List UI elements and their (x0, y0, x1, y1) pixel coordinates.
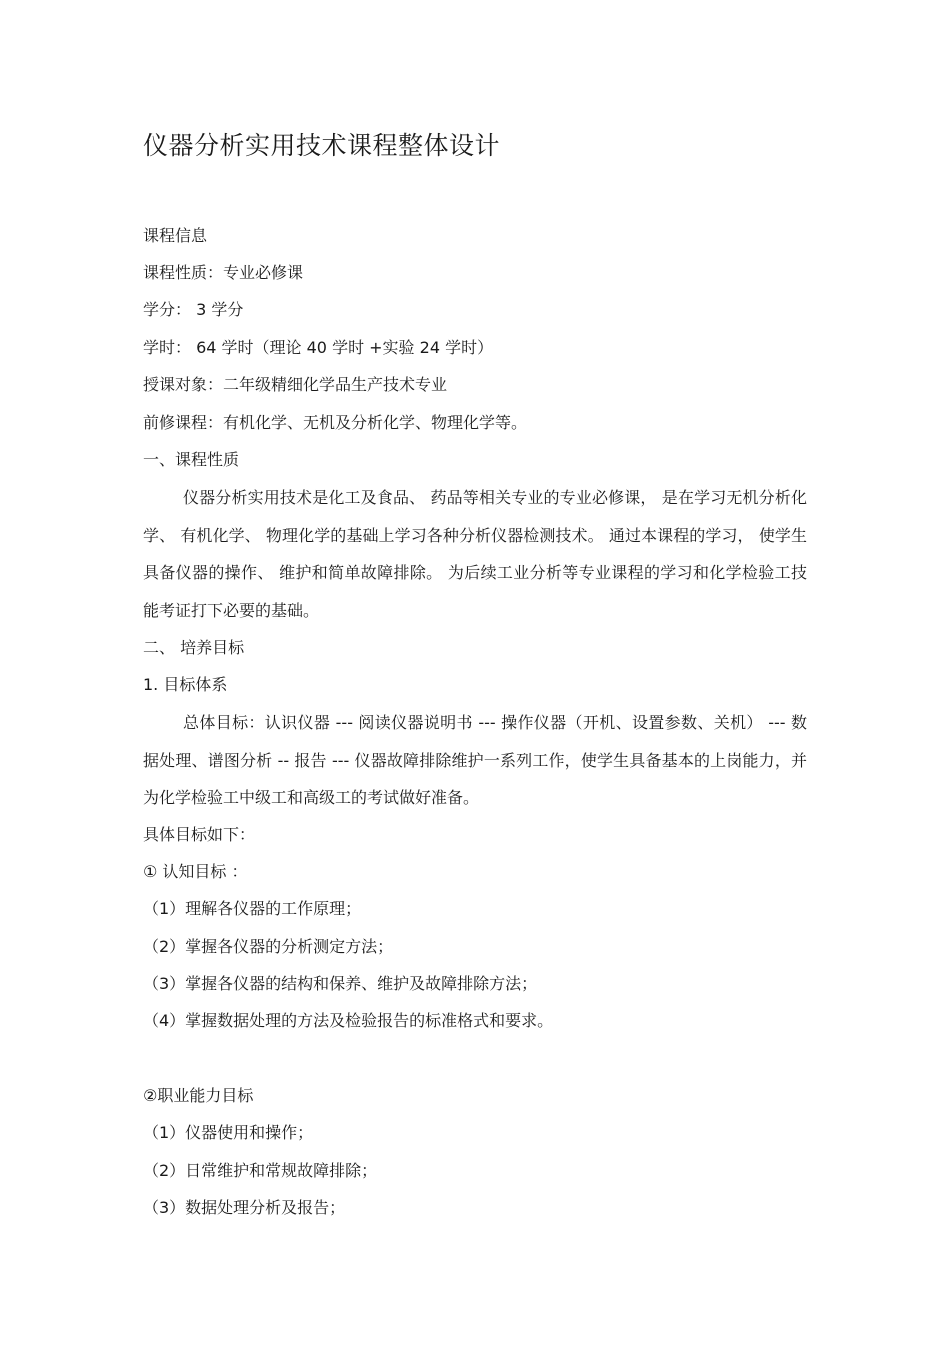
course-audience: 授课对象：二年级精细化学品生产技术专业 (143, 375, 448, 394)
list-item: （3）数据处理分析及报告； (143, 1198, 346, 1217)
course-prerequisites: 前修课程：有机化学、无机及分析化学、物理化学等。 (143, 413, 528, 432)
cognitive-goals-heading: ① 认知目标 ： (143, 862, 248, 881)
course-hours: 学时： 64 学时（理论 40 学时 +实验 24 学时） (143, 338, 494, 357)
section-1-heading: 一、课程性质 (143, 450, 240, 469)
list-item: （1）理解各仪器的工作原理； (143, 899, 362, 918)
list-item: （1）仪器使用和操作； (143, 1123, 314, 1142)
overall-goal-paragraph: 总体目标：认识仪器 --- 阅读仪器说明书 --- 操作仪器（开机、设置参数、关机） --- 数据处理、谱图分析 -- 报告 --- 仪器故障排除维护一系列工作，使学生具备基本的上岗能力，并为化学检验工中级工和高级工的考试做好准备。 (143, 713, 807, 808)
course-credit: 学分： 3 学分 (143, 300, 244, 319)
course-nature: 课程性质：专业必修课 (143, 263, 304, 282)
specific-goals-intro: 具体目标如下： (143, 825, 256, 844)
list-item: （4）掌握数据处理的方法及检验报告的标准格式和要求。 (143, 1011, 554, 1030)
subsection-target-system: 1. 目标体系 (143, 675, 228, 694)
list-item: （2）日常维护和常规故障排除； (143, 1161, 378, 1180)
vocational-goals-heading: ②职业能力目标 (143, 1086, 254, 1105)
document-title: 仪器分析实用技术课程整体设计 (143, 131, 501, 160)
section-1-paragraph: 仪器分析实用技术是化工及食品、 药品等相关专业的专业必修课， 是在学习无机分析化学、 有机化学、 物理化学的基础上学习各种分析仪器检测技术。 通过本课程的学习， 使学生具备仪器的操作、 维护和简单故障排除。 为后续工业分析等专业课程的学习和化学检验工技能考证打下必要的基础。 (143, 488, 807, 620)
course-info-heading: 课程信息 (143, 226, 208, 245)
section-2-heading: 二、 培养目标 (143, 638, 245, 657)
list-item: （2）掌握各仪器的分析测定方法； (143, 937, 394, 956)
list-item: （3）掌握各仪器的结构和保养、维护及故障排除方法； (143, 974, 538, 993)
